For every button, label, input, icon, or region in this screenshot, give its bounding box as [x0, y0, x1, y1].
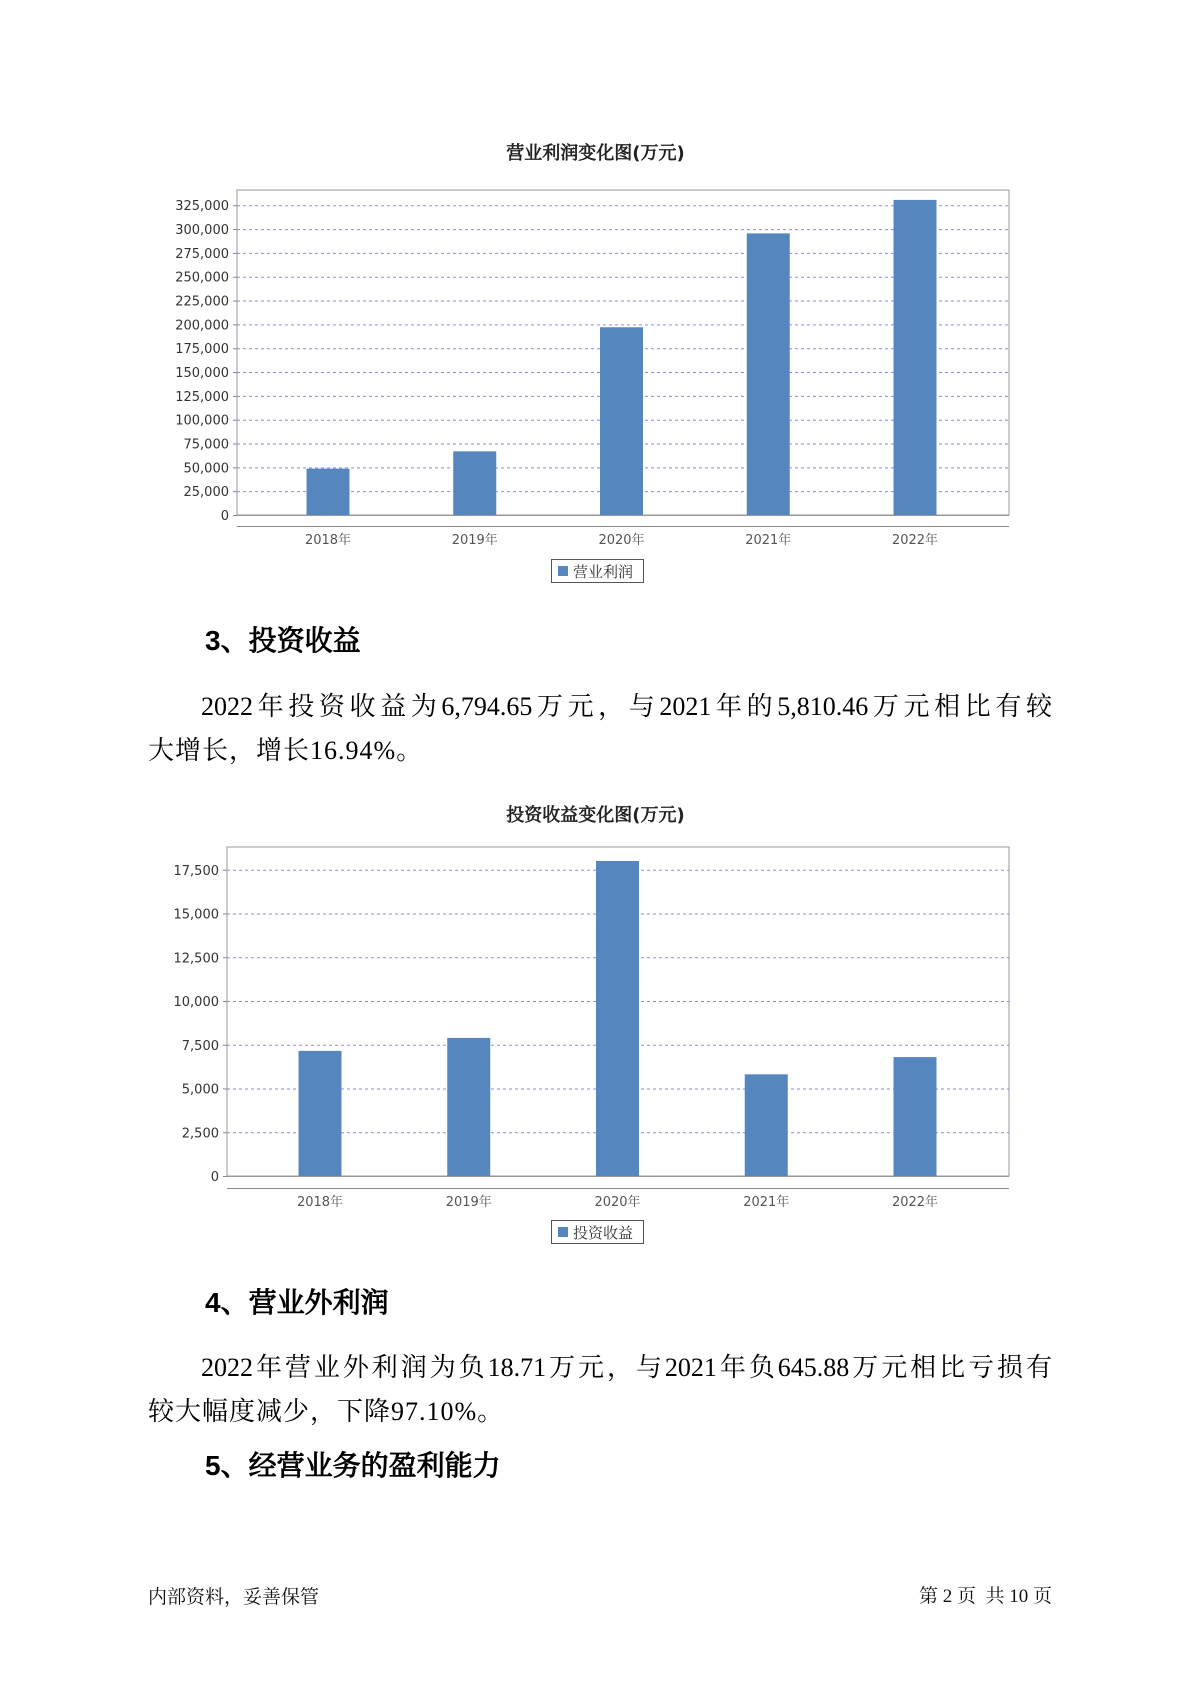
x-tick-label: 2021年: [743, 1195, 790, 1210]
legend-swatch: [558, 1227, 568, 1237]
y-tick-label: 200,000: [175, 318, 229, 334]
investment-income-chart-legend: [551, 1220, 644, 1244]
x-tick-label: 2021年: [745, 533, 792, 548]
y-tick-label: 275,000: [175, 246, 229, 262]
y-tick-label: 5,000: [181, 1082, 219, 1098]
x-tick-label: 2020年: [598, 533, 645, 548]
operating-profit-chart-legend: [551, 559, 644, 583]
legend-label: 营业利润: [573, 562, 634, 581]
section-heading-non-operating-profit: 4、营业外利润: [205, 1287, 389, 1318]
bar-2021: [745, 1074, 788, 1176]
y-tick-label: 175,000: [175, 342, 229, 358]
x-tick-label: 2020年: [594, 1195, 641, 1210]
y-tick-label: 2,500: [181, 1126, 219, 1142]
bar-2019: [453, 451, 496, 515]
bar-2018: [299, 1051, 342, 1176]
operating-profit-chart: [0, 130, 1191, 600]
y-tick-label: 125,000: [175, 389, 229, 405]
y-tick-label: 7,500: [181, 1038, 219, 1054]
paragraph-line: 2022年营业外利润为负18.71万元，与2021年负645.88万元相比亏损有: [201, 1353, 1052, 1382]
y-tick-label: 100,000: [175, 413, 229, 429]
y-tick-label: 50,000: [183, 461, 229, 477]
y-tick-label: 0: [210, 1170, 219, 1185]
x-tick-label: 2019年: [445, 1195, 492, 1210]
y-tick-label: 150,000: [175, 366, 229, 382]
legend-swatch: [558, 566, 568, 576]
bar-2022: [894, 200, 937, 515]
operating-profit-chart-title: 营业利润变化图(万元): [506, 143, 685, 164]
x-tick-label: 2018年: [304, 533, 352, 548]
y-tick-label: 10,000: [173, 995, 219, 1010]
paragraph-line: 较大幅度减少，下降97.10%。: [148, 1397, 505, 1426]
bar-2022: [894, 1057, 937, 1176]
paragraph-line: 2022年投资收益为6,794.65万元，与2021年的5,810.46万元相比有较: [201, 692, 1052, 721]
section-heading-investment-income: 3、投资收益: [205, 625, 361, 656]
x-tick-label: 2022年: [891, 1195, 939, 1210]
paragraph-line: 大增长，增长16.94%。: [148, 736, 424, 765]
bar-2020: [596, 861, 639, 1176]
y-tick-label: 12,500: [173, 951, 219, 967]
legend-label: 投资收益: [573, 1223, 634, 1242]
y-tick-label: 0: [220, 509, 229, 524]
bar-2020: [600, 327, 643, 515]
x-tick-label: 2019年: [451, 533, 498, 548]
section-heading-business-profitability: 5、经营业务的盈利能力: [205, 1450, 501, 1481]
y-tick-label: 17,500: [173, 863, 219, 879]
footer-confidential-note: 内部资料，妥善保管: [148, 1586, 320, 1608]
y-tick-label: 25,000: [183, 485, 229, 501]
y-tick-label: 325,000: [175, 199, 229, 215]
y-tick-label: 75,000: [183, 437, 229, 453]
bar-2019: [447, 1038, 490, 1176]
y-tick-label: 300,000: [175, 223, 229, 239]
x-tick-label: 2018年: [296, 1195, 344, 1210]
y-tick-label: 15,000: [173, 907, 219, 923]
investment-income-chart: [0, 790, 1191, 1260]
y-tick-label: 250,000: [175, 270, 229, 286]
footer-page-number: 第 2 页 共 10 页: [918, 1586, 1052, 1607]
y-tick-label: 225,000: [175, 294, 229, 310]
investment-income-chart-title: 投资收益变化图(万元): [506, 805, 685, 826]
bar-2021: [747, 233, 790, 515]
bar-2018: [307, 469, 350, 515]
x-tick-label: 2022年: [891, 533, 939, 548]
